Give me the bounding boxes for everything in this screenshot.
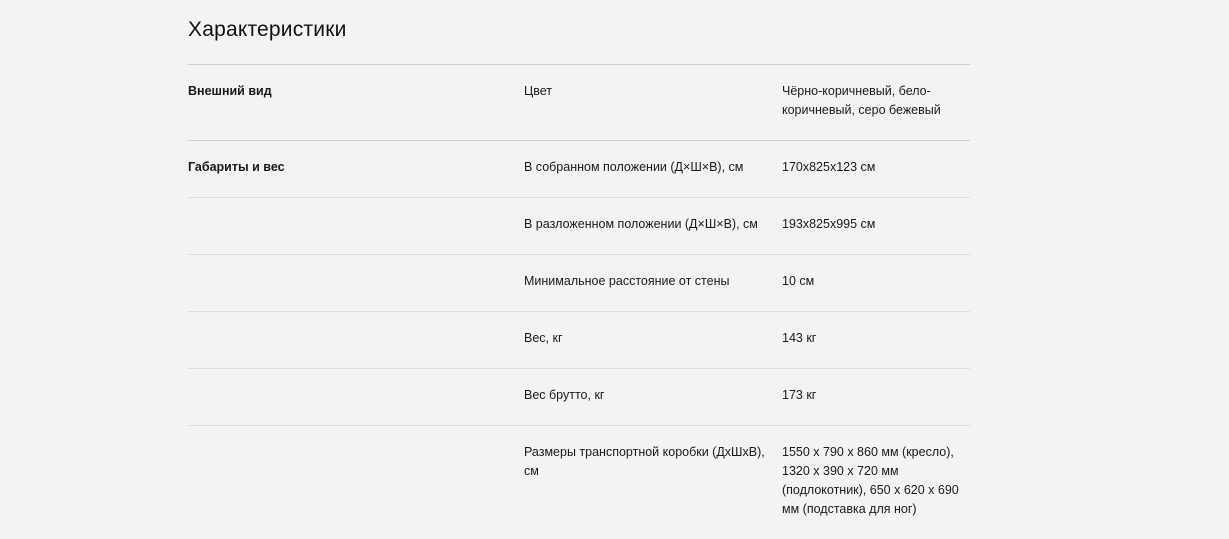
spec-group-label — [188, 255, 524, 312]
table-row — [188, 141, 970, 198]
table-row — [188, 198, 970, 255]
spec-value: 173 кг — [782, 369, 970, 426]
table-row — [188, 255, 970, 312]
table-row — [188, 369, 970, 426]
spec-name: Размеры транспортной коробки (ДхШхВ), см — [524, 426, 782, 539]
spec-group-label: Габариты и вес — [188, 141, 524, 198]
spec-value: 1550 х 790 х 860 мм (кресло), 1320 х 390 х 720 мм (подлокотник), 650 х 620 х 690 мм (подставка для ног) — [782, 426, 970, 539]
spec-name: Вес брутто, кг — [524, 369, 782, 426]
spec-name: Вес, кг — [524, 312, 782, 369]
spec-name: В разложенном положении (Д×Ш×В), см — [524, 198, 782, 255]
spec-group-label — [188, 312, 524, 369]
spec-value: 193х825х995 см — [782, 198, 970, 255]
spec-name: Минимальное расстояние от стены — [524, 255, 782, 312]
specifications-table-body — [188, 65, 970, 539]
spec-value: 10 см — [782, 255, 970, 312]
spec-group-label — [188, 426, 524, 539]
table-row — [188, 426, 970, 539]
table-row — [188, 312, 970, 369]
spec-group-label: Внешний вид — [188, 65, 524, 141]
specifications-block — [188, 0, 970, 539]
spec-group-label — [188, 369, 524, 426]
specifications-table — [188, 64, 970, 539]
spec-group-label — [188, 198, 524, 255]
page-title: Характеристики — [188, 16, 970, 44]
spec-name: Цвет — [524, 65, 782, 141]
spec-value: 143 кг — [782, 312, 970, 369]
spec-name: В собранном положении (Д×Ш×В), см — [524, 141, 782, 198]
table-row — [188, 65, 970, 141]
spec-value: Чёрно-коричневый, бело-коричневый, серо бежевый — [782, 65, 970, 141]
spec-value: 170х825х123 см — [782, 141, 970, 198]
